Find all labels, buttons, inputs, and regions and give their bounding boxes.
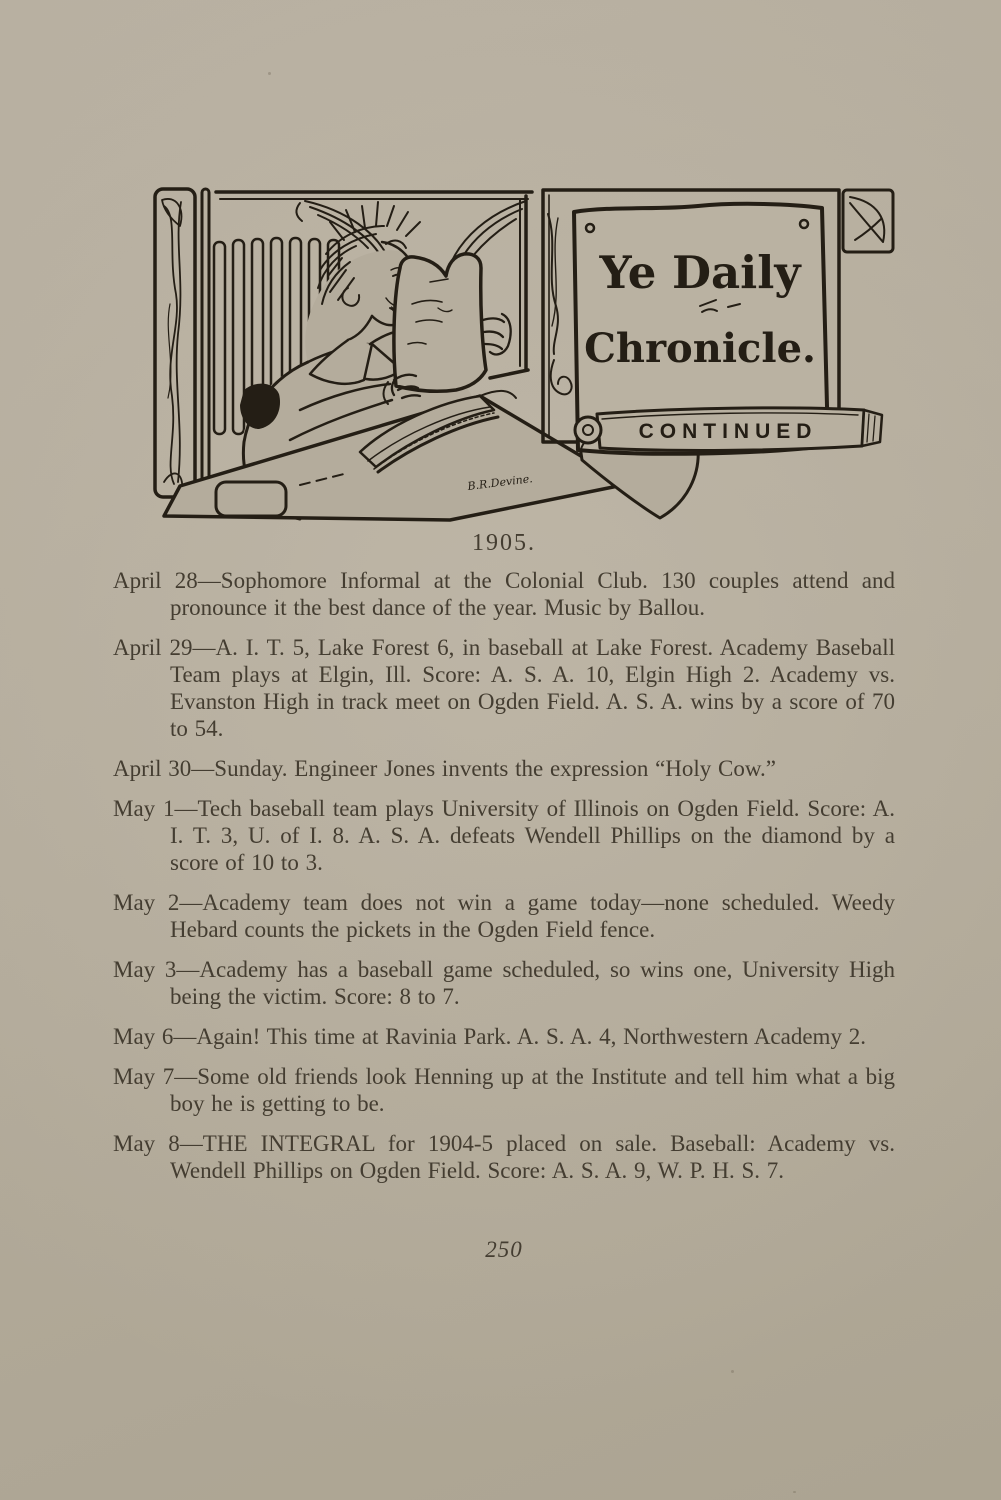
continued-banner-label: CONTINUED bbox=[638, 420, 818, 443]
left-border-panel bbox=[155, 189, 195, 497]
chronicle-entry: May 3—Academy has a baseball game scheduled, so wins one, University High being the victim. Score: 8 to 7. bbox=[113, 957, 895, 1009]
paper-speck bbox=[793, 1491, 796, 1493]
vertical-bar-ornament bbox=[202, 189, 209, 497]
masthead-title-line1: Ye Daily bbox=[599, 246, 801, 299]
chronicle-headpiece-illustration bbox=[150, 184, 897, 524]
year-heading: 1905. bbox=[472, 530, 536, 556]
chronicle-entries bbox=[113, 567, 895, 1197]
chair-foot bbox=[216, 482, 286, 516]
artist-signature: B.R.Devine. bbox=[466, 472, 534, 493]
chronicle-entry: May 8—THE INTEGRAL for 1904-5 placed on sale. Baseball: Academy vs. Wendell Phillips on Ogden Field. Score: A. S. A. 9, W. P. H. S. 7. bbox=[113, 1131, 895, 1183]
paper-speck bbox=[268, 72, 271, 75]
chronicle-entry: May 1—Tech baseball team plays University of Illinois on Ogden Field. Score: A. I. T. 3, U. of I. 8. A. S. A. defeats Wendell Phillips on the diamond by a score of 10 to 3. bbox=[113, 796, 895, 875]
newspaper bbox=[394, 254, 486, 391]
masthead-title-line2: Chronicle. bbox=[584, 325, 816, 372]
paper-speck bbox=[731, 1370, 734, 1373]
curl-ornament bbox=[551, 360, 572, 394]
chronicle-illustration-svg bbox=[150, 184, 897, 524]
chronicle-entry: May 6—Again! This time at Ravinia Park. A. S. A. 4, Northwestern Academy 2. bbox=[113, 1024, 866, 1049]
chronicle-entry: April 29—A. I. T. 5, Lake Forest 6, in baseball at Lake Forest. Academy Baseball Team plays at Elgin, Ill. Score: A. S. A. 10, Elgin High 2. Academy vs. Evanston High in track meet on Ogden Field. A. S. A. wins by a score of 70 to 54. bbox=[113, 635, 895, 741]
corner-ornament bbox=[843, 190, 893, 252]
page-number: 250 bbox=[485, 1237, 523, 1262]
chronicle-entry: April 30—Sunday. Engineer Jones invents the expression “Holy Cow.” bbox=[113, 756, 776, 781]
chronicle-entry: May 7—Some old friends look Henning up at the Institute and tell him what a big boy he is getting to be. bbox=[113, 1064, 895, 1116]
chronicle-entry: April 28—Sophomore Informal at the Colonial Club. 130 couples attend and pronounce it the best dance of the year. Music by Ballou. bbox=[113, 568, 895, 620]
continued-scroll bbox=[575, 408, 882, 458]
chronicle-entry: May 2—Academy team does not win a game today—none scheduled. Weedy Hebard counts the pickets in the Ogden Field fence. bbox=[113, 890, 895, 942]
